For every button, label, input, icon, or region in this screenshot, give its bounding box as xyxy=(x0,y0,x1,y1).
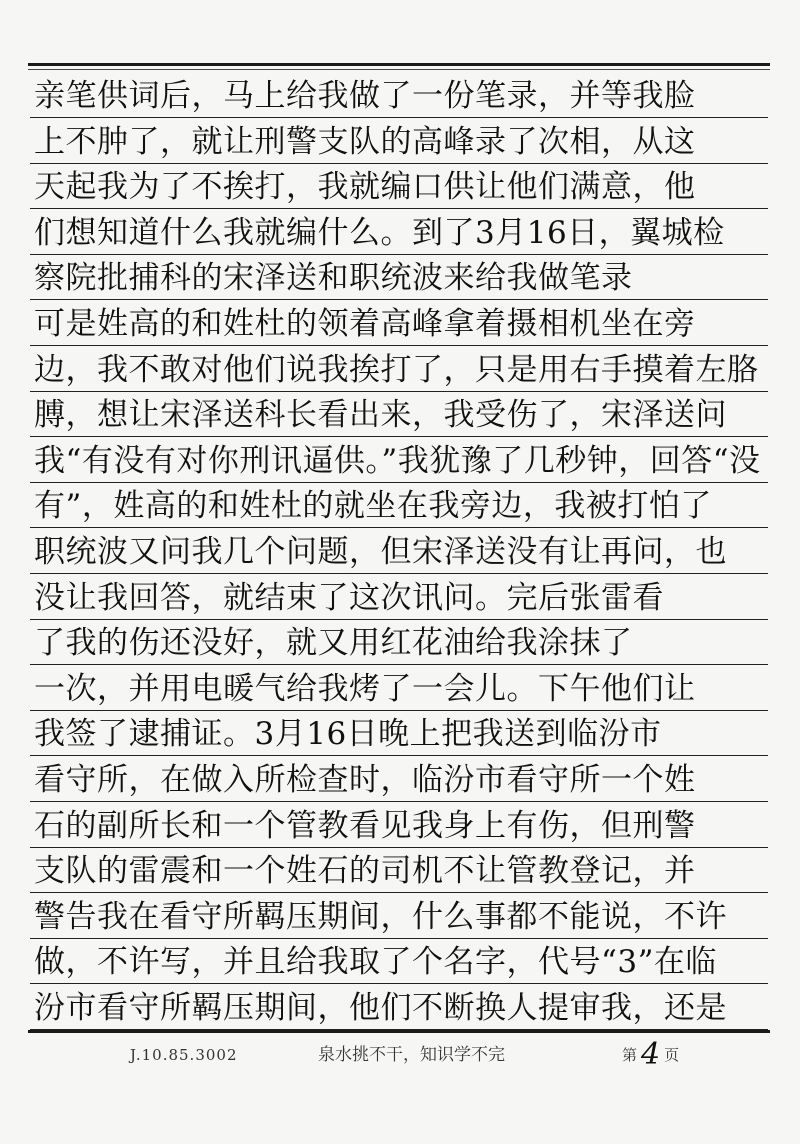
handwritten-line: 们想知道什么我就编什么。到了3月16日，翼城检 xyxy=(34,214,725,251)
ruled-line xyxy=(30,710,768,711)
handwritten-line: 可是姓高的和姓杜的领着高峰拿着摄相机坐在旁 xyxy=(34,306,696,342)
handwritten-line: 一次，并用电暖气给我烤了一会儿。下午他们让 xyxy=(34,670,696,707)
ruled-line xyxy=(30,345,768,346)
page-indicator xyxy=(622,1037,680,1072)
handwritten-line: 了我的伤还没好，就又用红花油给我涂抹了 xyxy=(34,625,633,662)
handwritten-line: 汾市看守所羁压期间，他们不断换人提审我，还是 xyxy=(34,990,727,1026)
page-prefix: 第 xyxy=(622,1046,638,1064)
ruled-line xyxy=(30,482,768,483)
ruled-line xyxy=(30,938,768,939)
ruled-line xyxy=(30,801,768,802)
handwritten-line: 察院批捕科的宋泽送和职统波来给我做笔录 xyxy=(34,260,633,297)
handwritten-line: 石的副所长和一个管教看见我身上有伤，但刑警 xyxy=(34,807,696,844)
ruled-line xyxy=(30,299,768,300)
handwritten-line: 天起我为了不挨打，我就编口供让他们满意，他 xyxy=(34,169,696,206)
ruled-line xyxy=(30,664,768,665)
handwritten-line: 支队的雷震和一个姓石的司机不让管教登记，并 xyxy=(34,853,696,890)
handwritten-line: 职统波又问我几个问题，但宋泽送没有让再问，也 xyxy=(34,534,727,570)
ruled-line xyxy=(30,163,768,164)
ruled-line xyxy=(30,391,768,392)
handwritten-line: 膊，想让宋泽送科长看出来，我受伤了，宋泽送问 xyxy=(34,397,727,434)
handwritten-line: 有”，姓高的和姓杜的就坐在我旁边，我被打怕了 xyxy=(34,488,712,525)
ruled-line xyxy=(30,208,768,209)
handwritten-line: 没让我回答，就结束了这次讯问。完后张雷看 xyxy=(34,579,664,616)
handwritten-line: 我“有没有对你刑讯逼供。”我犹豫了几秒钟，回答“没 xyxy=(34,442,761,479)
form-code: J.10.85.3002 xyxy=(130,1046,238,1064)
top-border-rule xyxy=(28,63,770,66)
ruled-line xyxy=(30,527,768,528)
bottom-border-rule xyxy=(28,1030,770,1033)
footer-motto: 泉水挑不干，知识学不完 xyxy=(318,1045,505,1065)
ruled-line xyxy=(30,436,768,437)
ruled-line xyxy=(30,847,768,848)
ruled-line xyxy=(30,117,768,118)
handwritten-line: 上不肿了，就让刑警支队的高峰录了次相，从这 xyxy=(34,123,696,160)
ruled-line xyxy=(30,755,768,756)
handwritten-line: 做，不许写，并且给我取了个名字，代号“3”在临 xyxy=(34,944,717,981)
ruled-line xyxy=(30,573,768,574)
handwritten-line: 看守所，在做入所检查时，临汾市看守所一个姓 xyxy=(34,762,696,798)
handwritten-line: 我签了逮捕证。3月16日晚上把我送到临汾市 xyxy=(34,716,662,753)
ruled-line xyxy=(30,254,768,255)
ruled-line xyxy=(30,892,768,893)
handwritten-line: 边，我不敢对他们说我挨打了，只是用右手摸着左胳 xyxy=(34,351,759,388)
handwritten-line: 亲笔供词后，马上给我做了一份笔录，并等我脸 xyxy=(34,78,696,114)
ruled-line xyxy=(30,619,768,620)
ruled-line xyxy=(30,983,768,984)
handwritten-line: 警告我在看守所羁压期间，什么事都不能说，不许 xyxy=(34,898,727,935)
page-number: 4 xyxy=(641,1037,661,1072)
page-suffix: 页 xyxy=(664,1046,680,1064)
